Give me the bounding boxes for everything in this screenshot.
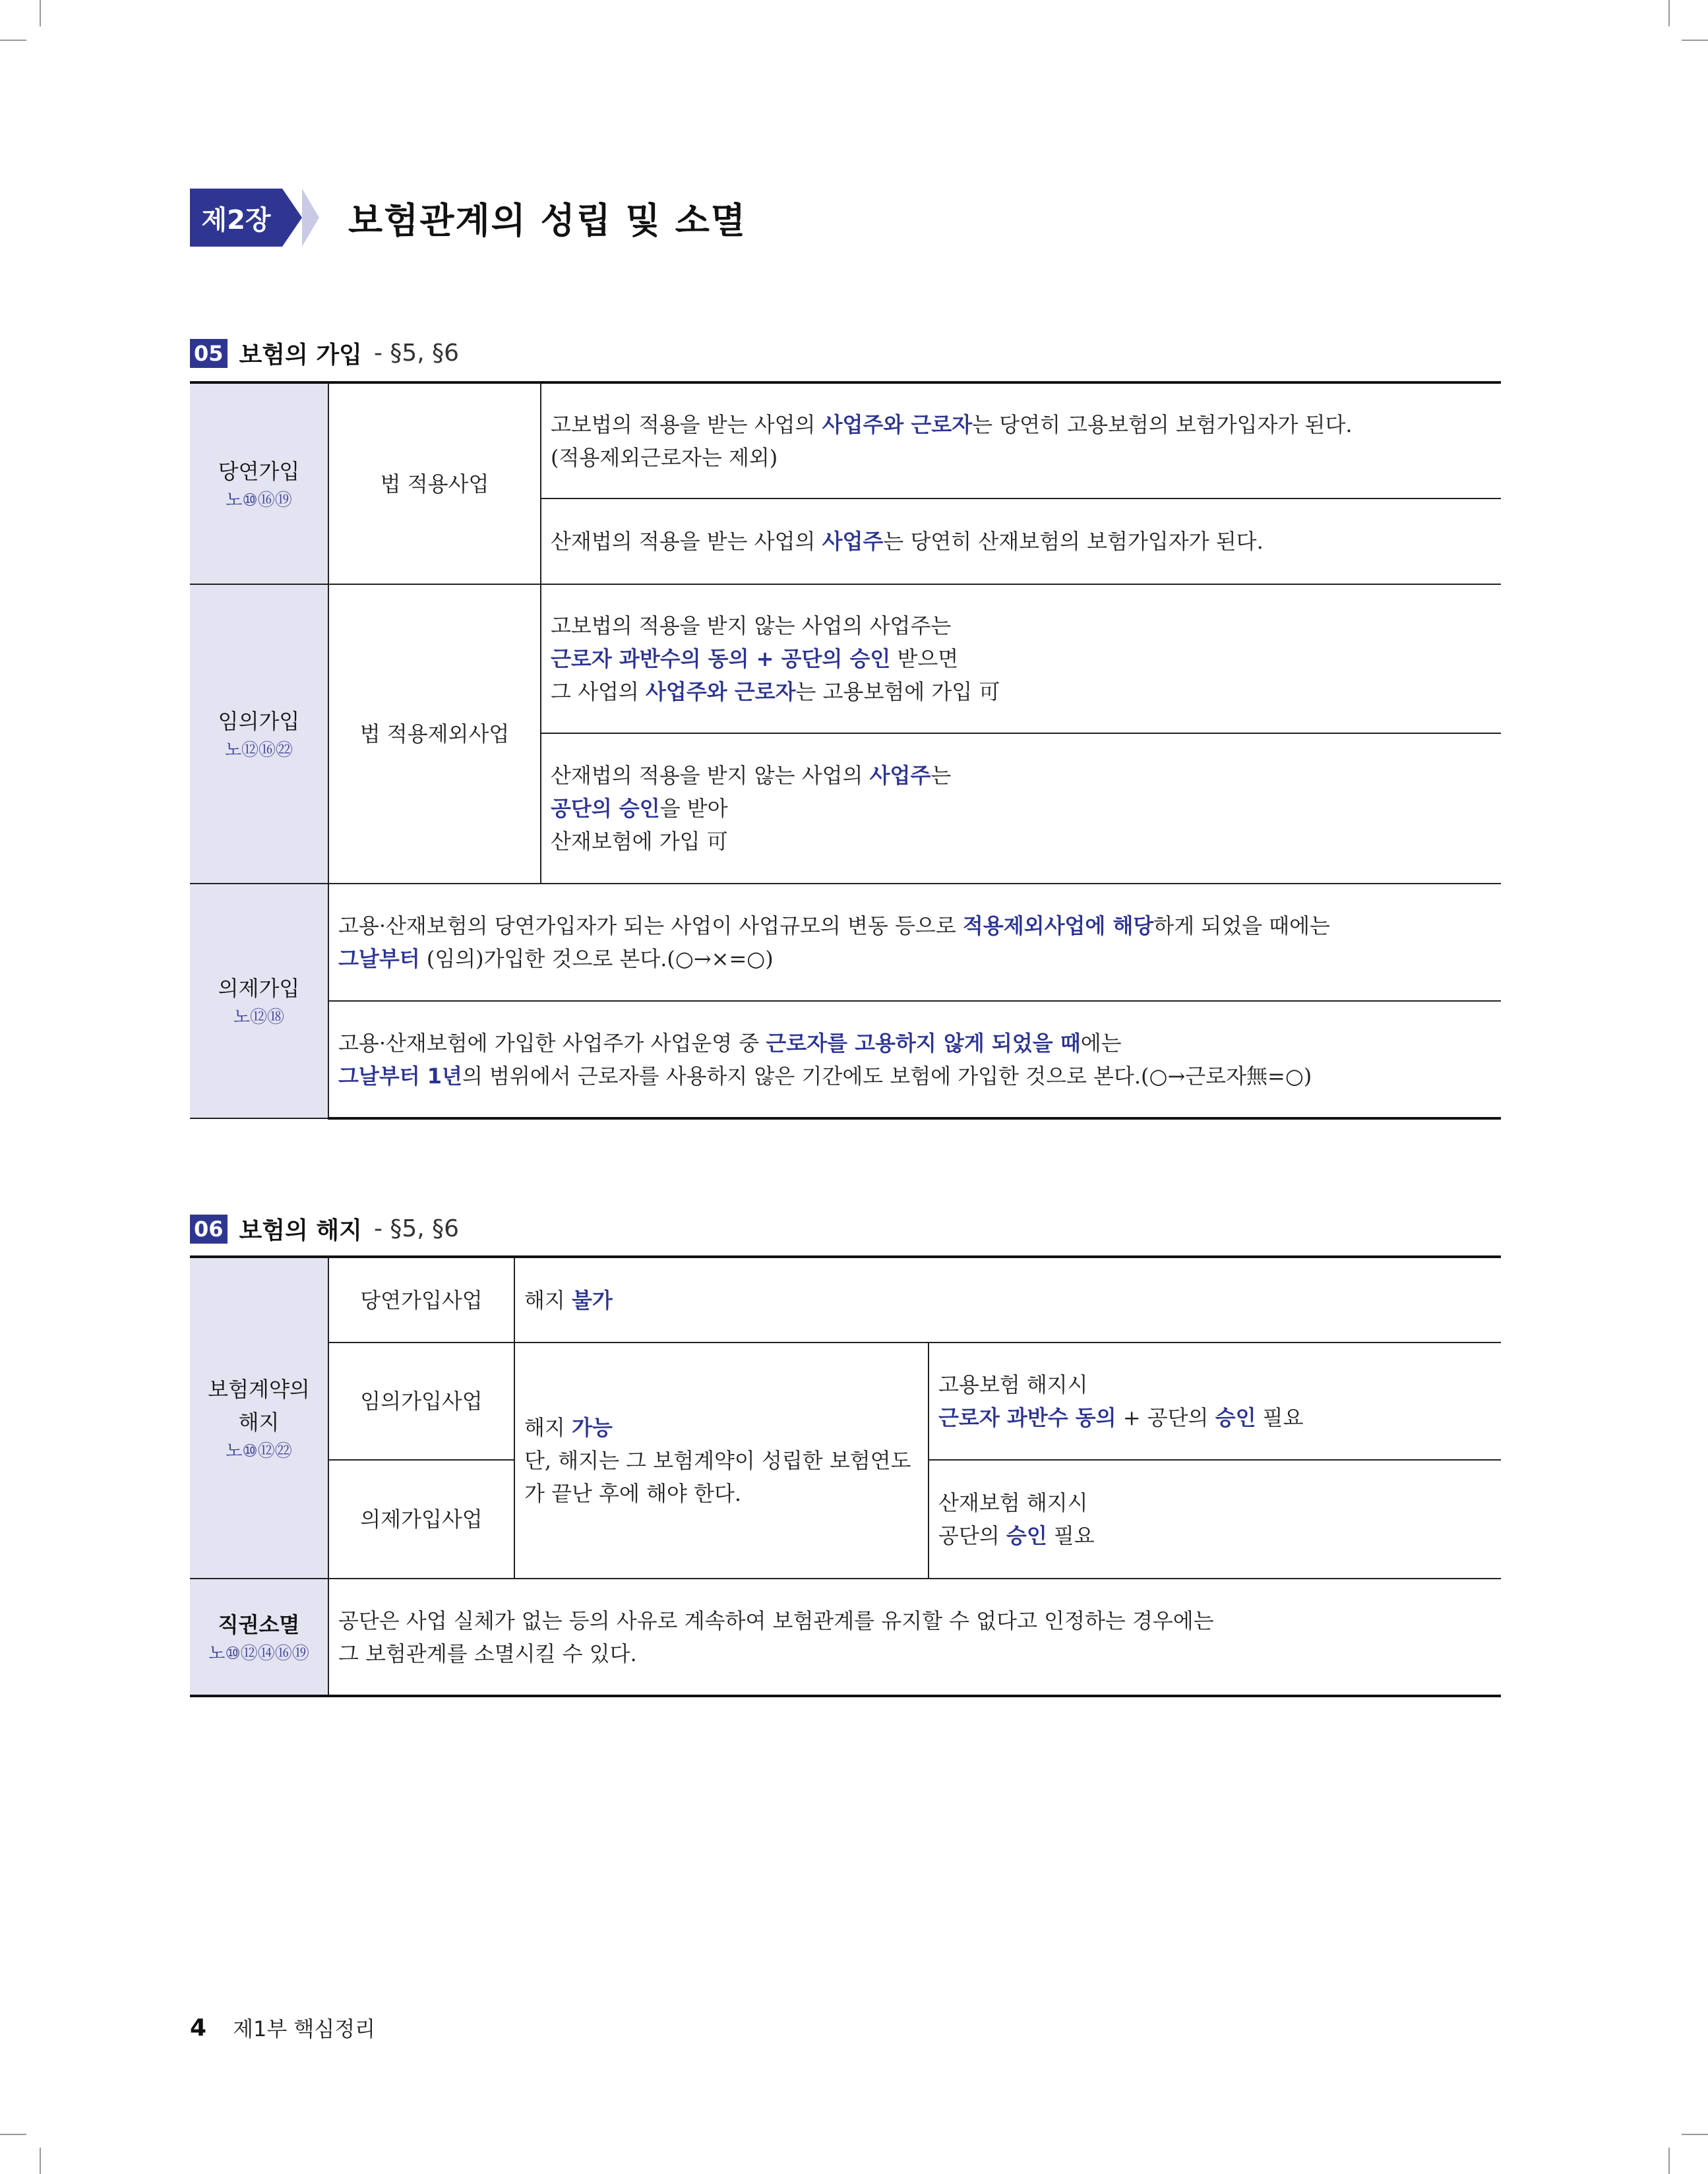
text: (임의)가입한 것으로 본다.(○→×=○) [419,946,774,971]
row-head-contract-termination [190,1257,328,1579]
description-cell [514,1343,929,1579]
exam-tag: 노⑩⑫⑭⑯⑲ [208,1643,309,1664]
row-head-label: 보험계약의 [208,1376,310,1402]
subcategory-cell: 법 적용제외사업 [328,584,541,884]
crop-mark [1682,40,1708,41]
chapter-header [190,189,747,247]
highlight-text: 적용제외사업에 해당 [962,913,1154,938]
text: (적용제외근로자는 제외) [551,444,778,470]
subcategory-cell: 법 적용사업 [328,382,541,584]
text: 산재보험 해지시 [938,1490,1088,1515]
chapter-title: 보험관계의 성립 및 소멸 [348,199,747,241]
highlight-text: 가능 [572,1415,613,1440]
highlight-text: 사업주와 근로자 [646,679,796,704]
description-cell [328,1001,1501,1118]
subcategory-cell: 임의가입사업 [328,1343,514,1460]
highlight-text: 불가 [572,1287,613,1313]
highlight-text: 근로자 과반수의 동의 + 공단의 승인 [551,646,891,671]
crop-mark [40,2148,41,2174]
crop-mark [1682,2134,1708,2135]
section-heading-06 [190,1212,459,1246]
row-head-deemed [190,884,328,1118]
text: 는 당연히 고용보험의 보험가입자가 된다. [972,411,1353,437]
text: 필요 [1256,1405,1304,1430]
description-cell [929,1343,1501,1460]
highlight-text: 사업주와 근로자 [822,411,973,437]
section-number: 06 [190,1215,228,1244]
text: 고보법의 적용을 받지 않는 사업의 사업주는 [551,613,952,638]
section-heading-05 [190,336,459,370]
highlight-text: 그날부터 [338,946,420,971]
highlight-text: 사업주 [822,529,884,554]
highlight-text: 근로자 과반수 동의 [938,1405,1116,1430]
text: 해지 [524,1287,572,1313]
text: 산재법의 적용을 받는 사업의 [551,529,822,554]
subcategory-cell: 의제가입사업 [328,1460,514,1579]
highlight-text: 승인 [1215,1405,1256,1430]
part-title: 제1부 핵심정리 [233,2016,376,2041]
row-head-ex-officio [190,1579,328,1696]
row-head-voluntary [190,584,328,884]
chapter-badge-label: 제2장 [201,204,271,235]
text: 필요 [1047,1523,1095,1548]
crop-mark [40,0,41,26]
text: 고용보험 해지시 [938,1372,1088,1397]
highlight-text: 그날부터 1년 [338,1063,462,1089]
subcategory-cell: 당연가입사업 [328,1257,514,1343]
highlight-text: 사업주 [869,763,931,788]
text: 을 받아 [659,796,728,821]
description-cell [328,884,1501,1001]
text: 고보법의 적용을 받는 사업의 [551,411,822,437]
exam-tag: 노⑩⑯⑲ [226,490,292,510]
section-title: 보험의 해지 [239,1217,362,1244]
row-head-automatic [190,382,328,584]
description-cell [514,1257,1501,1343]
text: 공단은 사업 실체가 없는 등의 사유로 계속하여 보험관계를 유지할 수 없다고 인정하는 경우에는 [338,1608,1214,1633]
row-head-label: 임의가입 [218,709,300,734]
crop-mark [1668,2148,1670,2174]
description-cell [541,584,1501,733]
highlight-text: 승인 [1006,1523,1047,1548]
text: 그 사업의 [551,679,646,704]
section-reference: - §5, §6 [373,340,460,367]
crop-mark [1668,0,1670,26]
text: 는 고용보험에 가입 可 [795,679,1000,704]
text: 고용·산재보험의 당연가입자가 되는 사업이 사업규모의 변동 등으로 [338,913,963,938]
text: 는 당연히 산재보험의 보험가입자가 된다. [883,529,1264,554]
text: 고용·산재보험에 가입한 사업주가 사업운영 중 [338,1030,766,1056]
text: 해지 [524,1415,572,1440]
text: 산재보험에 가입 可 [551,829,728,854]
section-title: 보험의 가입 [239,342,362,369]
text: 는 [930,763,952,788]
row-head-label: 당연가입 [218,458,300,484]
text: 그 보험관계를 소멸시킬 수 있다. [338,1641,637,1666]
description-cell [541,498,1501,584]
text: 에는 [1080,1030,1122,1056]
text: 공단의 [938,1523,1006,1548]
crop-mark [0,2134,26,2135]
insurance-join-table [190,381,1501,1120]
exam-tag: 노⑫⑱ [233,1008,285,1027]
description-cell [541,733,1501,884]
row-head-label: 해지 [238,1409,280,1435]
chapter-badge [190,189,282,247]
text: 단, 해지는 그 보험계약이 성립한 보험연도가 끝난 후에 해야 한다. [524,1448,911,1506]
page-number: 4 [190,2014,207,2041]
highlight-text: 근로자를 고용하지 않게 되었을 때 [766,1030,1081,1056]
highlight-text: 공단의 승인 [551,796,660,821]
text: 하게 되었을 때에는 [1153,913,1330,938]
text: 받으면 [890,646,959,671]
crop-mark [0,40,26,41]
exam-tag: 노⑩⑫㉒ [226,1441,292,1461]
page-footer [190,2012,375,2043]
text: 의 범위에서 근로자를 사용하지 않은 기간에도 보험에 가입한 것으로 본다.(○→근로자無=○) [462,1063,1312,1089]
description-cell [929,1460,1501,1579]
description-cell [328,1579,1501,1696]
text: + 공단의 [1116,1405,1215,1430]
description-cell [541,382,1501,498]
text: 산재법의 적용을 받지 않는 사업의 [551,763,870,788]
section-number: 05 [190,339,228,368]
row-head-label: 직권소멸 [218,1612,300,1637]
section-reference: - §5, §6 [373,1215,460,1242]
insurance-termination-table [190,1255,1501,1697]
row-head-label: 의제가입 [218,976,300,1001]
exam-tag: 노⑫⑯㉒ [224,740,293,760]
